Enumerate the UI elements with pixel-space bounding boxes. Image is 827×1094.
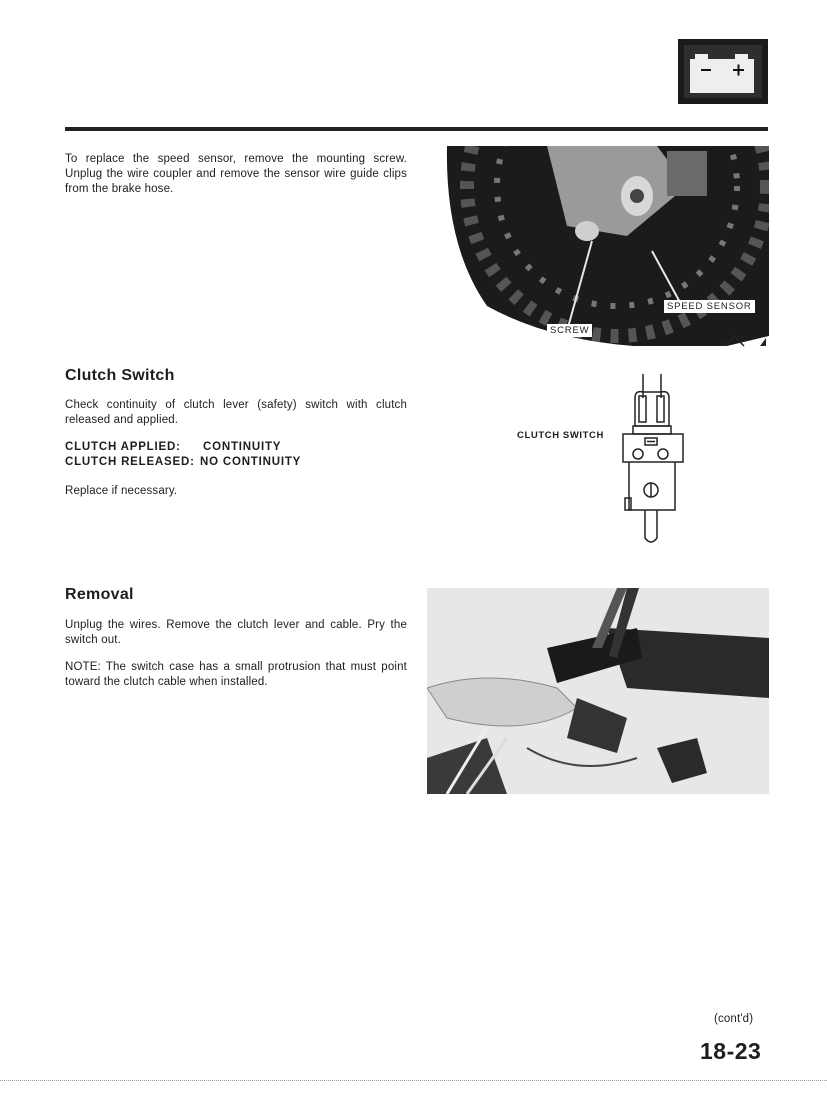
header-rule [65, 127, 768, 131]
removal-note: NOTE: The switch case has a small protrusion that must point toward the clutch cable when installed. [65, 661, 407, 688]
speed-sensor-photo [427, 146, 769, 346]
clutch-switch-heading: Clutch Switch [65, 367, 175, 384]
spec-applied-value: CONTINUITY [203, 441, 282, 453]
page-number: 18-23 [700, 1038, 762, 1064]
removal-photo [427, 588, 769, 794]
replace-note: Replace if necessary. [65, 485, 178, 497]
speed-sensor-text: To replace the speed sensor, remove the mounting screw. Unplug the wire coupler and remove the sensor wire guide clips from the brake hose. [65, 153, 407, 195]
removal-heading: Removal [65, 586, 134, 603]
clutch-switch-diagram [605, 370, 685, 550]
removal-text: Unplug the wires. Remove the clutch lever and cable. Pry the switch out. [65, 619, 407, 646]
spec-applied [65, 440, 395, 455]
spec-released-value: NO CONTINUITY [200, 456, 302, 468]
speed-sensor-label: SPEED SENSOR [664, 300, 755, 313]
spec-released-label: CLUTCH RELEASED: [65, 456, 195, 468]
battery-icon [678, 39, 768, 104]
screw-label: SCREW [547, 324, 592, 337]
spec-released [65, 455, 395, 470]
continued-note: (cont'd) [714, 1013, 754, 1025]
spec-applied-label: CLUTCH APPLIED: [65, 441, 181, 453]
photo-mark [718, 332, 768, 348]
bottom-edge [0, 1080, 827, 1082]
clutch-switch-label: CLUTCH SWITCH [517, 430, 604, 441]
clutch-switch-text: Check continuity of clutch lever (safety) switch with clutch released and applied. [65, 399, 407, 426]
